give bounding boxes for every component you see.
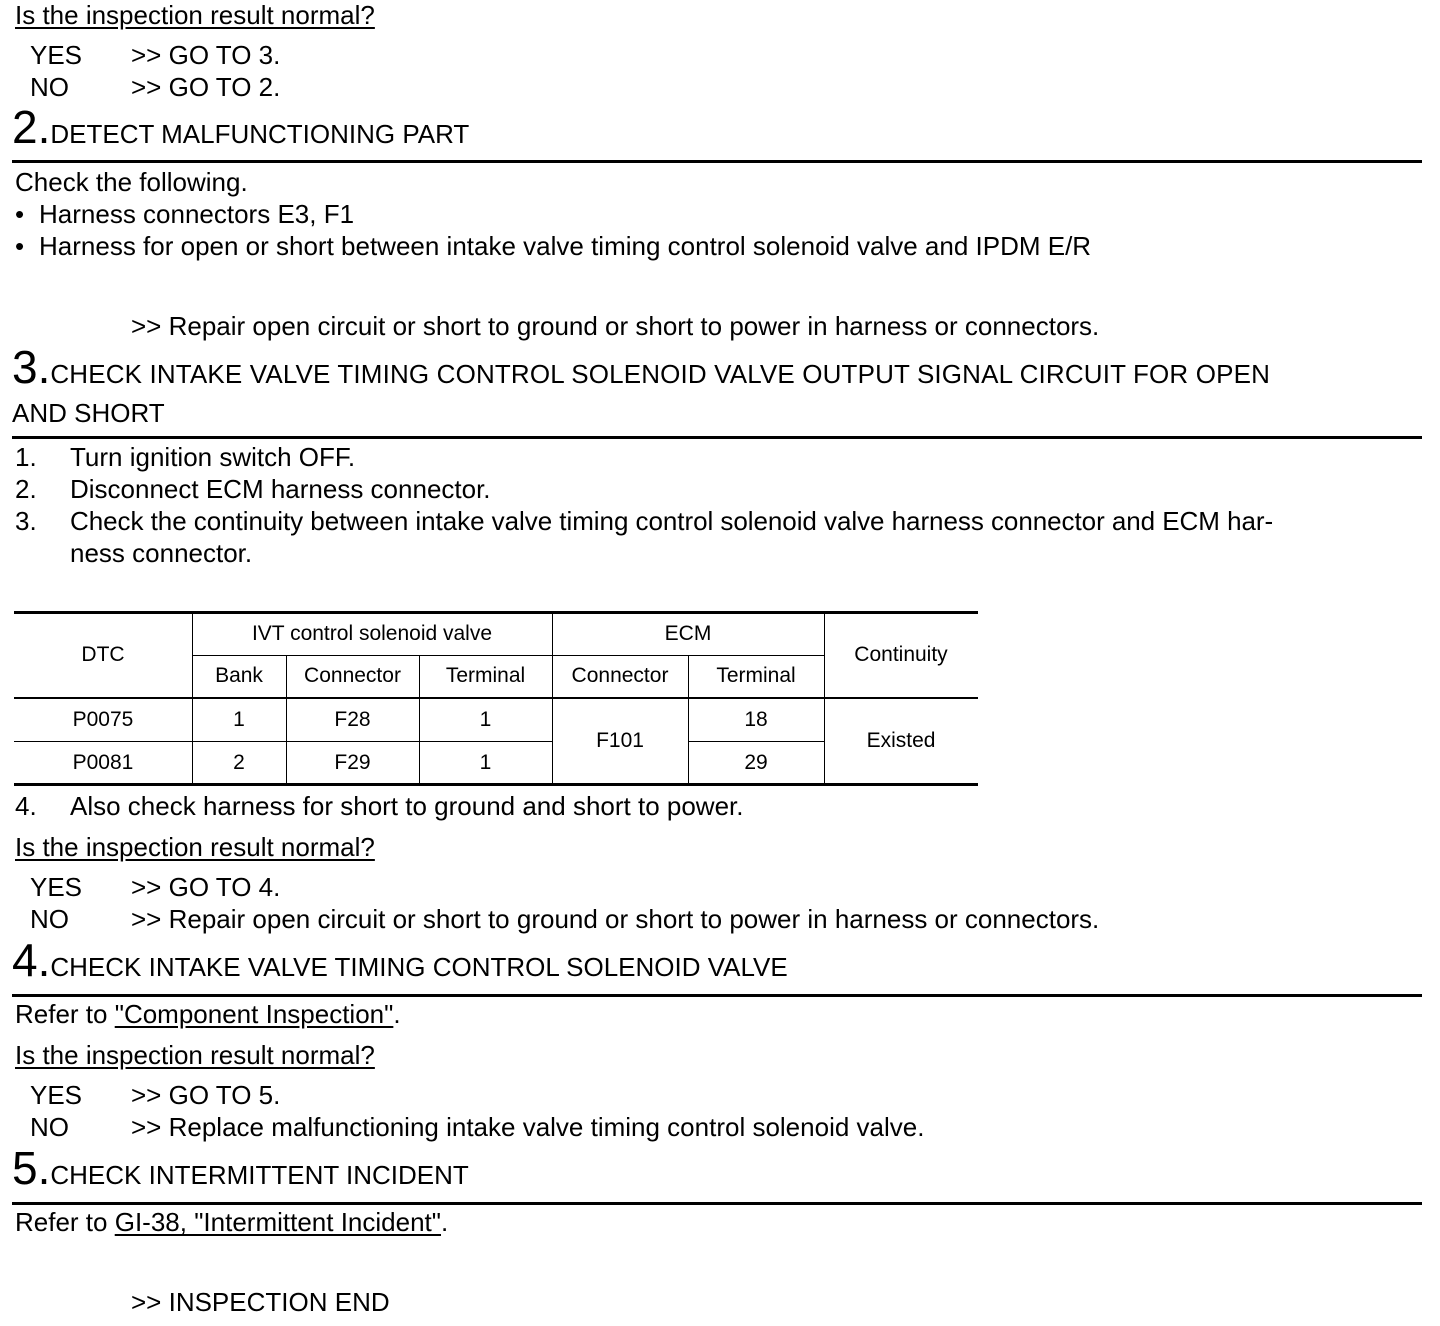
step-3-item-4: Also check harness for short to ground and short to power. xyxy=(70,791,744,821)
table-cell-bank: 2 xyxy=(233,750,245,774)
table-header-ecm-terminal: Terminal xyxy=(716,664,796,687)
no-label-3: NO xyxy=(30,904,69,934)
table-rule xyxy=(14,783,978,786)
component-inspection-link[interactable]: "Component Inspection" xyxy=(114,999,394,1029)
no-label-1: NO xyxy=(30,72,69,102)
table-header-ivt: IVT control solenoid valve xyxy=(251,622,493,645)
inspection-question-3: Is the inspection result normal? xyxy=(15,832,375,862)
step-2-bullet-1: Harness connectors E3, F1 xyxy=(39,199,355,229)
step-4-refer xyxy=(15,999,401,1030)
table-cell-connector: F28 xyxy=(334,708,371,731)
table-cell-connector: F29 xyxy=(334,750,371,774)
step-3-item-2: Disconnect ECM harness connector. xyxy=(70,474,491,504)
step-3-item-number: 3. xyxy=(15,506,37,536)
inspection-question-1: Is the inspection result normal? xyxy=(15,0,375,30)
step-5-refer xyxy=(15,1207,448,1238)
step-2-heading xyxy=(12,100,469,154)
yes-action-4: >> GO TO 5. xyxy=(131,1080,281,1110)
intermittent-incident-link[interactable]: GI-38, "Intermittent Incident" xyxy=(114,1207,441,1237)
yes-action-3: >> GO TO 4. xyxy=(131,872,281,902)
step-4-title: CHECK INTAKE VALVE TIMING CONTROL SOLENOID VALVE xyxy=(50,952,788,982)
table-cell-ecm-terminal: 29 xyxy=(744,750,768,774)
step-5-number: 5. xyxy=(12,1142,51,1194)
divider xyxy=(12,160,1422,163)
no-action-4: >> Replace malfunctioning intake valve timing control solenoid valve. xyxy=(131,1112,925,1142)
table-header-bank: Bank xyxy=(215,664,263,687)
table-cell-ecm-connector: F101 xyxy=(596,729,644,752)
divider xyxy=(12,436,1422,439)
step-3-heading xyxy=(12,340,1270,394)
step-3-title-line-1: CHECK INTAKE VALVE TIMING CONTROL SOLENOID VALVE OUTPUT SIGNAL CIRCUIT FOR OPEN xyxy=(50,359,1270,389)
step-2-action: >> Repair open circuit or short to ground or short to power in harness or connectors. xyxy=(131,311,1100,341)
table-header-dtc: DTC xyxy=(81,643,125,666)
table-header-ecm-connector: Connector xyxy=(571,664,669,687)
inspection-question-4: Is the inspection result normal? xyxy=(15,1040,375,1070)
table-cell-dtc: P0081 xyxy=(72,750,134,774)
divider xyxy=(12,994,1422,997)
step-4-number: 4. xyxy=(12,934,51,986)
step-3-item-number: 2. xyxy=(15,474,37,504)
step-5-heading xyxy=(12,1141,469,1195)
step-5-title: CHECK INTERMITTENT INCIDENT xyxy=(50,1160,469,1190)
step-3-item-3: Check the continuity between intake valve timing control solenoid valve harness connector and ECM har- xyxy=(70,506,1274,536)
table-cell-dtc: P0075 xyxy=(72,708,134,731)
bullet-icon: • xyxy=(15,231,25,261)
table-cell-terminal: 1 xyxy=(479,708,492,731)
no-action-3: >> Repair open circuit or short to ground or short to power in harness or connectors. xyxy=(131,904,1100,934)
continuity-table xyxy=(14,611,978,787)
refer-prefix: Refer to xyxy=(15,999,115,1029)
step-2-bullet-2: Harness for open or short between intake valve timing control solenoid valve and IPDM E/R xyxy=(39,231,1092,261)
table-header-continuity: Continuity xyxy=(854,643,948,666)
refer-suffix: . xyxy=(393,999,401,1029)
no-action-1: >> GO TO 2. xyxy=(131,72,281,102)
yes-label-4: YES xyxy=(30,1080,83,1110)
no-label-4: NO xyxy=(30,1112,69,1142)
step-2-number: 2. xyxy=(12,101,51,153)
step-3-item-3-continued: ness connector. xyxy=(70,538,253,568)
yes-label-3: YES xyxy=(30,872,83,902)
yes-label-1: YES xyxy=(30,40,83,70)
table-header-terminal: Terminal xyxy=(445,664,526,687)
yes-action-1: >> GO TO 3. xyxy=(131,40,281,70)
step-3-item-1: Turn ignition switch OFF. xyxy=(70,442,356,472)
step-3-number: 3. xyxy=(12,341,51,393)
table-cell-terminal: 1 xyxy=(479,750,492,774)
table-cell-ecm-terminal: 18 xyxy=(744,708,768,731)
table-cell-bank: 1 xyxy=(233,708,245,731)
step-5-action: >> INSPECTION END xyxy=(131,1287,390,1317)
bullet-icon: • xyxy=(15,199,25,229)
table-header-ecm: ECM xyxy=(664,622,712,645)
refer-suffix: . xyxy=(441,1207,449,1237)
step-2-intro: Check the following. xyxy=(15,167,248,197)
table-cell-continuity: Existed xyxy=(866,729,936,752)
step-3-item-number: 1. xyxy=(15,442,37,472)
table-header-connector: Connector xyxy=(304,664,401,687)
divider xyxy=(12,1202,1422,1205)
step-2-title: DETECT MALFUNCTIONING PART xyxy=(50,119,470,149)
step-4-heading xyxy=(12,933,788,987)
refer-prefix: Refer to xyxy=(15,1207,115,1237)
step-3-item-number: 4. xyxy=(15,791,37,821)
step-3-title-line-2: AND SHORT xyxy=(12,398,165,428)
